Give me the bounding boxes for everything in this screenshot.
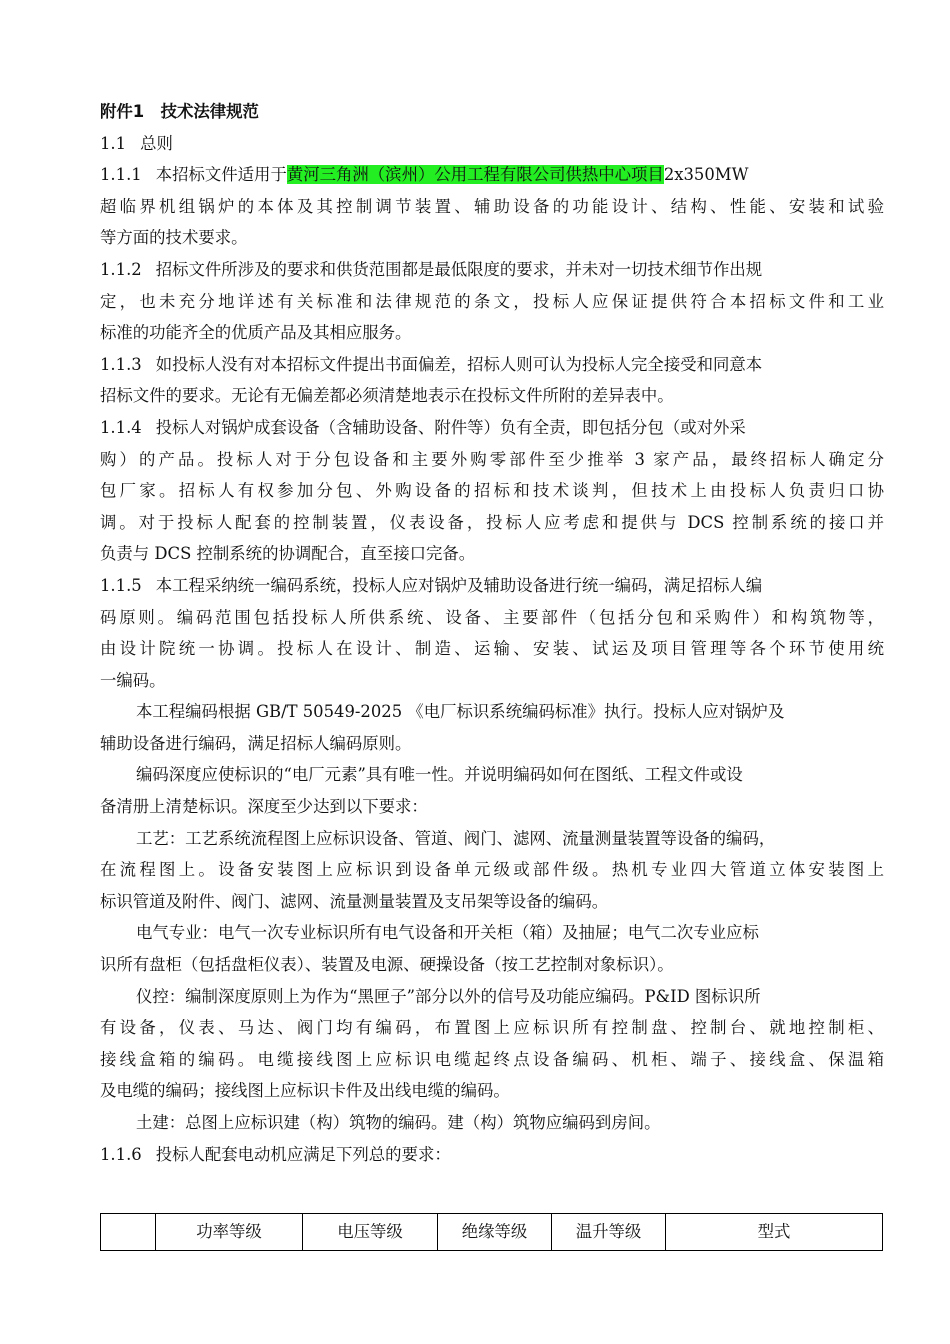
document-body <box>100 96 884 1170</box>
table-header-cell: 型式 <box>666 1214 883 1251</box>
text-line: 及电缆的编码；接线图上应标识卡件及出线电缆的编码。 <box>100 1081 510 1101</box>
table-header-cell: 功率等级 <box>156 1214 303 1251</box>
section-number: 1.1 <box>100 133 127 153</box>
text-line: 标识管道及附件、阀门、滤网、流量测量装置及支吊架等设备的编码。 <box>100 891 609 911</box>
text: 本招标文件适用于 <box>155 165 287 185</box>
text-line: 辅助设备进行编码，满足招标人编码原则。 <box>100 733 412 753</box>
table-header-cell: 绝缘等级 <box>438 1214 552 1251</box>
text-line: 等方面的技术要求。 <box>100 228 248 248</box>
text-line: 本工程编码根据 GB/T 50549-2025 《电厂标识系统编码标准》执行。投标人应对锅炉及 <box>136 702 785 722</box>
text-line: 包厂家。招标人有权参加分包、外购设备的招标和技术谈判，但技术上由投标人负责归口协 <box>100 481 884 501</box>
clause-number: 1.1.4 <box>100 417 142 437</box>
page-title: 附件1 技术法律规范 <box>100 102 259 121</box>
table-header-cell: 温升等级 <box>552 1214 666 1251</box>
table-header-cell <box>101 1214 156 1251</box>
clause-number: 1.1.3 <box>100 354 142 374</box>
text-line: 备清册上清楚标识。深度至少达到以下要求： <box>100 797 428 817</box>
text-line: 在流程图上。设备安装图上应标识到设备单元级或部件级。热机专业四大管道立体安装图上 <box>100 860 884 880</box>
text-line: 码原则。编码范围包括投标人所供系统、设备、主要部件（包括分包和采购件）和构筑物等， <box>100 607 884 627</box>
paragraph-1-1-2 <box>100 254 884 286</box>
clause-number: 1.1.6 <box>100 1144 142 1164</box>
table-header-cell: 电压等级 <box>303 1214 438 1251</box>
clause-number: 1.1.5 <box>100 575 142 595</box>
text-line: 调。对于投标人配套的控制装置，仪表设备，投标人应考虑和提供与 DCS 控制系统的接口并 <box>100 512 884 532</box>
text: 如投标人没有对本招标文件提出书面偏差，招标人则可认为投标人完全接受和同意本 <box>155 354 763 374</box>
text-line: 定，也未充分地详述有关标准和法律规范的条文，投标人应保证提供符合本招标文件和工业 <box>100 291 884 311</box>
text-line: 仪控：编制深度原则上为作为“黑匣子”部分以外的信号及功能应编码。P&ID 图标识所 <box>136 986 761 1006</box>
text-line: 接线盒箱的编码。电缆接线图上应标识电缆起终点设备编码、机柜、端子、接线盒、保温箱 <box>100 1049 884 1069</box>
text-line: 标准的功能齐全的优质产品及其相应服务。 <box>100 323 412 343</box>
table-header-row <box>101 1214 883 1251</box>
text: 2x350MW <box>663 165 749 185</box>
paragraph-1-1-1 <box>100 159 884 191</box>
section-heading <box>100 128 884 160</box>
text: 本工程采纳统一编码系统，投标人应对锅炉及辅助设备进行统一编码，满足招标人编 <box>155 575 763 595</box>
motor-requirements-table <box>100 1213 883 1251</box>
text-line: 购）的产品。投标人对于分包设备和主要外购零部件至少推举 3 家产品，最终招标人确定分 <box>100 449 884 469</box>
text-line: 识所有盘柜（包括盘柜仪表）、装置及电源、硬操设备（按工艺控制对象标识）。 <box>100 955 674 975</box>
paragraph-1-1-5 <box>100 570 884 602</box>
text-line: 土建：总图上应标识建（构）筑物的编码。建（构）筑物应编码到房间。 <box>136 1113 661 1132</box>
text: 招标文件所涉及的要求和供货范围都是最低限度的要求，并未对一切技术细节作出规 <box>155 259 763 279</box>
text-line: 电气专业：电气一次专业标识所有电气设备和开关柜（箱）及抽屉；电气二次专业应标 <box>136 923 759 943</box>
text: 投标人对锅炉成套设备（含辅助设备、附件等）负有全责，即包括分包（或对外采 <box>155 417 746 437</box>
text-line: 工艺：工艺系统流程图上应标识设备、管道、阀门、滤网、流量测量装置等设备的编码， <box>136 828 776 848</box>
text-line: 招标文件的要求。无论有无偏差都必须清楚地表示在投标文件所附的差异表中。 <box>100 386 674 406</box>
clause-number: 1.1.1 <box>100 165 142 185</box>
paragraph-1-1-4 <box>100 412 884 444</box>
text-line: 编码深度应使标识的“电厂元素”具有唯一性。并说明编码如何在图纸、工程文件或设 <box>136 765 743 785</box>
text: 投标人配套电动机应满足下列总的要求： <box>155 1144 451 1164</box>
paragraph-1-1-6 <box>100 1139 884 1171</box>
section-label: 总则 <box>140 133 173 153</box>
text-line: 有设备，仪表、马达、阀门均有编码，布置图上应标识所有控制盘、控制台、就地控制柜、 <box>100 1018 884 1038</box>
paragraph-1-1-3 <box>100 349 884 381</box>
text-line: 一编码。 <box>100 670 166 690</box>
text-line: 负责与 DCS 控制系统的协调配合，直至接口完备。 <box>100 544 476 564</box>
text-line: 超临界机组锅炉的本体及其控制调节装置、辅助设备的功能设计、结构、性能、安装和试验 <box>100 196 884 216</box>
highlighted-project-name: 黄河三角洲（滨州）公用工程有限公司供热中心项目 <box>286 165 664 185</box>
clause-number: 1.1.2 <box>100 259 142 279</box>
text-line: 由设计院统一协调。投标人在设计、制造、运输、安装、试运及项目管理等各个环节使用统 <box>100 639 884 659</box>
